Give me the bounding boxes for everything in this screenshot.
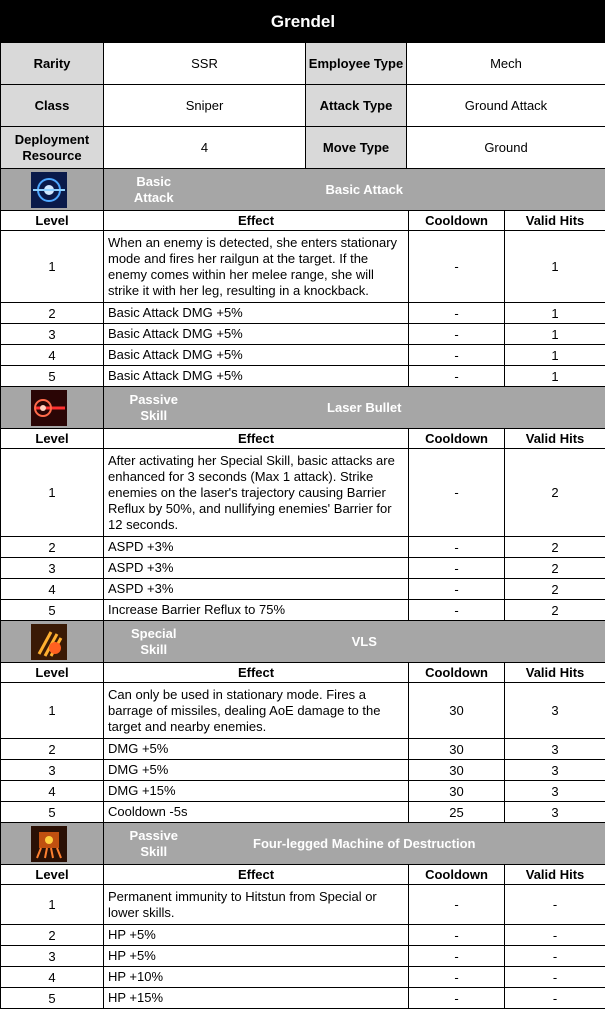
effect-cell: Basic Attack DMG +5% [104,303,409,324]
deployment-value: 4 [104,127,306,169]
valid-hits-cell: 2 [505,558,605,579]
effect-cell: Can only be used in stationary mode. Fires a barrage of missiles, dealing AoE damage to the target and nearby enemies. [104,683,409,739]
class-value: Sniper [104,85,306,127]
cooldown-cell: - [409,600,505,621]
level-cell: 4 [1,781,104,802]
skill-category-text: Basic Attack [126,174,182,206]
table-row [1,303,605,324]
skill-table [0,620,605,823]
table-row [1,739,605,760]
skill-icon-cell [1,169,104,211]
effect-column-header: Effect [104,865,409,885]
table-row [1,683,605,739]
cooldown-cell: - [409,303,505,324]
cooldown-cell: - [409,449,505,537]
employee-type-value: Mech [407,43,605,85]
cooldown-cell: 30 [409,739,505,760]
valid-hits-cell: - [505,946,605,967]
skill-name: Basic Attack [204,169,605,211]
table-row [1,760,605,781]
character-sheet [0,0,605,169]
table-row [1,345,605,366]
attack-type-value: Ground Attack [407,85,605,127]
valid-hits-cell: 3 [505,683,605,739]
valid-hits-column-header: Valid Hits [505,663,605,683]
effect-cell: HP +15% [104,988,409,1009]
valid-hits-cell: 1 [505,345,605,366]
table-row [1,579,605,600]
level-cell: 1 [1,449,104,537]
table-row [1,885,605,925]
level-cell: 2 [1,925,104,946]
cooldown-column-header: Cooldown [409,429,505,449]
move-type-label: Move Type [306,127,407,169]
level-cell: 1 [1,231,104,303]
valid-hits-cell: 3 [505,781,605,802]
missile-barrage-skill-icon [31,624,67,660]
cooldown-cell: - [409,558,505,579]
cooldown-cell: - [409,579,505,600]
valid-hits-cell: 1 [505,324,605,345]
skill-icon-cell [1,387,104,429]
valid-hits-cell: - [505,967,605,988]
machine-destruction-skill-icon [31,826,67,862]
valid-hits-cell: - [505,885,605,925]
cooldown-cell: - [409,324,505,345]
railgun-skill-icon [31,172,67,208]
cooldown-cell: 25 [409,802,505,823]
cooldown-cell: 30 [409,683,505,739]
table-row [1,449,605,537]
skill-category [104,823,204,865]
level-cell: 4 [1,967,104,988]
level-cell: 5 [1,366,104,387]
level-cell: 2 [1,739,104,760]
level-column-header: Level [1,211,104,231]
level-cell: 4 [1,345,104,366]
level-cell: 5 [1,988,104,1009]
cooldown-column-header: Cooldown [409,865,505,885]
level-cell: 5 [1,802,104,823]
cooldown-cell: - [409,231,505,303]
valid-hits-column-header: Valid Hits [505,865,605,885]
effect-cell: HP +5% [104,946,409,967]
valid-hits-cell: 1 [505,366,605,387]
rarity-label: Rarity [1,43,104,85]
effect-cell: ASPD +3% [104,537,409,558]
cooldown-cell: - [409,366,505,387]
effect-column-header: Effect [104,429,409,449]
table-row [1,925,605,946]
valid-hits-cell: 2 [505,600,605,621]
valid-hits-cell: 1 [505,231,605,303]
skill-name: Laser Bullet [204,387,605,429]
page-title: Grendel [1,1,605,43]
level-cell: 3 [1,946,104,967]
deployment-label: Deployment Resource [1,127,104,169]
effect-cell: Basic Attack DMG +5% [104,366,409,387]
valid-hits-cell: 3 [505,802,605,823]
skill-category [104,169,204,211]
effect-cell: Increase Barrier Reflux to 75% [104,600,409,621]
cooldown-column-header: Cooldown [409,211,505,231]
valid-hits-cell: 3 [505,760,605,781]
table-row [1,537,605,558]
skill-category-text: Passive Skill [126,392,182,424]
effect-cell: Basic Attack DMG +5% [104,324,409,345]
cooldown-cell: - [409,537,505,558]
effect-cell: Cooldown -5s [104,802,409,823]
effect-cell: When an enemy is detected, she enters stationary mode and fires her railgun at the target. If the enemy comes within her melee range, she will strike it with her leg, resulting in a knockback. [104,231,409,303]
cooldown-cell: 30 [409,760,505,781]
valid-hits-cell: - [505,925,605,946]
cooldown-cell: - [409,946,505,967]
cooldown-cell: 30 [409,781,505,802]
skill-name: VLS [204,621,605,663]
table-row [1,600,605,621]
cooldown-cell: - [409,885,505,925]
table-row [1,802,605,823]
level-cell: 1 [1,885,104,925]
table-row [1,781,605,802]
cooldown-cell: - [409,967,505,988]
level-cell: 3 [1,324,104,345]
valid-hits-cell: 2 [505,449,605,537]
skills-section [0,168,605,1009]
effect-cell: Permanent immunity to Hitstun from Special or lower skills. [104,885,409,925]
skill-icon-cell [1,621,104,663]
table-row [1,366,605,387]
skill-category [104,621,204,663]
level-cell: 5 [1,600,104,621]
table-row [1,231,605,303]
skill-table [0,386,605,621]
valid-hits-column-header: Valid Hits [505,211,605,231]
skill-icon-cell [1,823,104,865]
effect-cell: HP +5% [104,925,409,946]
level-column-header: Level [1,429,104,449]
rarity-value: SSR [104,43,306,85]
effect-cell: DMG +5% [104,739,409,760]
level-cell: 3 [1,760,104,781]
valid-hits-cell: 3 [505,739,605,760]
effect-cell: HP +10% [104,967,409,988]
table-row [1,967,605,988]
skill-category [104,387,204,429]
skill-table [0,822,605,1009]
table-row [1,988,605,1009]
cooldown-cell: - [409,988,505,1009]
effect-cell: DMG +15% [104,781,409,802]
level-cell: 2 [1,303,104,324]
table-row [1,558,605,579]
table-row [1,324,605,345]
level-cell: 2 [1,537,104,558]
effect-cell: After activating her Special Skill, basic attacks are enhanced for 3 seconds (Max 1 attack). Strike enemies on the laser's trajectory causing Barrier Reflux by 50%, and nullifying enemies' Barrier for 12 seconds. [104,449,409,537]
table-row [1,946,605,967]
class-label: Class [1,85,104,127]
effect-cell: DMG +5% [104,760,409,781]
skill-category-text: Special Skill [126,626,182,658]
cooldown-cell: - [409,925,505,946]
skill-category-text: Passive Skill [126,828,182,860]
laser-bullet-skill-icon [31,390,67,426]
level-column-header: Level [1,663,104,683]
effect-cell: ASPD +3% [104,579,409,600]
attack-type-label: Attack Type [306,85,407,127]
effect-cell: ASPD +3% [104,558,409,579]
skill-name: Four-legged Machine of Destruction [204,823,605,865]
effect-column-header: Effect [104,211,409,231]
valid-hits-cell: 1 [505,303,605,324]
cooldown-column-header: Cooldown [409,663,505,683]
move-type-value: Ground [407,127,605,169]
valid-hits-column-header: Valid Hits [505,429,605,449]
effect-cell: Basic Attack DMG +5% [104,345,409,366]
cooldown-cell: - [409,345,505,366]
level-cell: 4 [1,579,104,600]
skill-table [0,168,605,387]
valid-hits-cell: 2 [505,579,605,600]
employee-type-label: Employee Type [306,43,407,85]
valid-hits-cell: 2 [505,537,605,558]
effect-column-header: Effect [104,663,409,683]
valid-hits-cell: - [505,988,605,1009]
level-cell: 3 [1,558,104,579]
level-column-header: Level [1,865,104,885]
level-cell: 1 [1,683,104,739]
